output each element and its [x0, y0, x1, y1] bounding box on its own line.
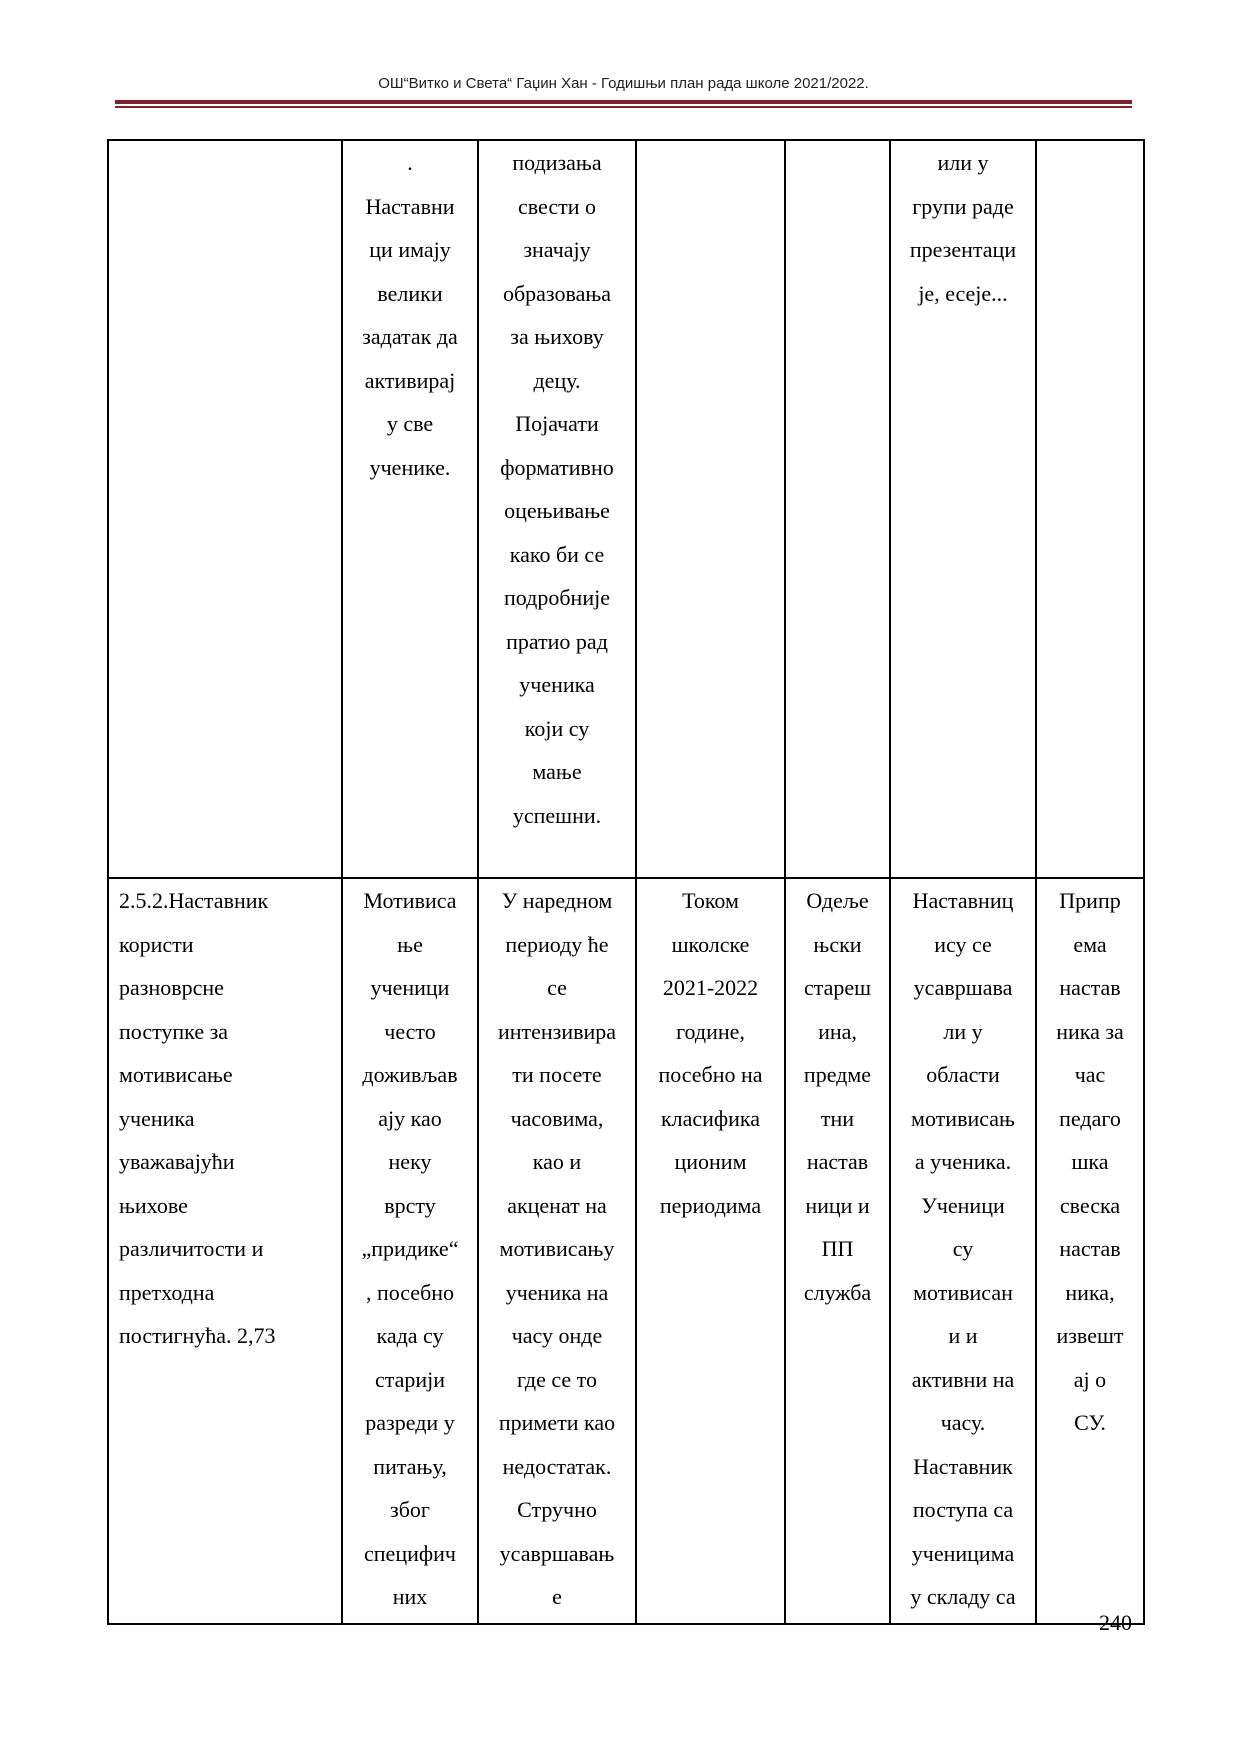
table-cell-evidence	[1036, 140, 1144, 878]
table-cell-standard	[108, 140, 342, 878]
table-cell-responsible: Одеље њски стареш ина, предме тни настав ници и ПП служба	[785, 878, 890, 1624]
header-rule-thick	[115, 100, 1132, 104]
page-number: 240	[1099, 1610, 1132, 1635]
table-row	[108, 878, 1144, 1624]
table-cell-evidence: Припр ема настав ника за час педаго шка свеска настав ника, извешт ај о СУ.	[1036, 878, 1144, 1624]
header-rule-thin	[115, 106, 1132, 108]
table-cell-success-criteria: или у групи раде презентаци је, есеје...	[890, 140, 1036, 878]
table-cell-finding: Мотивиса ње ученици често доживљав ају као неку врсту „придике“ , посебно када су старији разреди у питању, због специфич них	[342, 878, 478, 1624]
table-cell-measures: У наредном периоду ће се интензивира ти посете часовима, као и акценат на мотивисању ученика на часу онде где се то примети као недостатак. Стручно усавршавањ е	[478, 878, 636, 1624]
table-cell-standard: 2.5.2.Наставник користи разноврсне поступке за мотивисање ученика уважавајући њихове различитости и претходна постигнућа. 2,73	[108, 878, 342, 1624]
page-header: ОШ“Витко и Света“ Гаџин Хан - Годишњи план рада школе 2021/2022.	[378, 75, 869, 92]
table-row	[108, 140, 1144, 878]
table-cell-measures: подизања свести о значају образовања за њихову децу. Појачати формативно оцењивање како би се подробније пратио рад ученика који су мање успешни.	[478, 140, 636, 878]
table-cell-timeframe: Током школске 2021-2022 године, посебно на класифика ционим периодима	[636, 878, 785, 1624]
plan-table	[107, 139, 1145, 1625]
table-cell-timeframe	[636, 140, 785, 878]
table-cell-success-criteria: Наставниц ису се усавршава ли у области мотивисањ а ученика. Ученици су мотивисан и и активни на часу. Наставник поступа са ученицима у складу са	[890, 878, 1036, 1624]
table-cell-responsible	[785, 140, 890, 878]
table-cell-finding: . Наставни ци имају велики задатак да активирај у све ученике.	[342, 140, 478, 878]
